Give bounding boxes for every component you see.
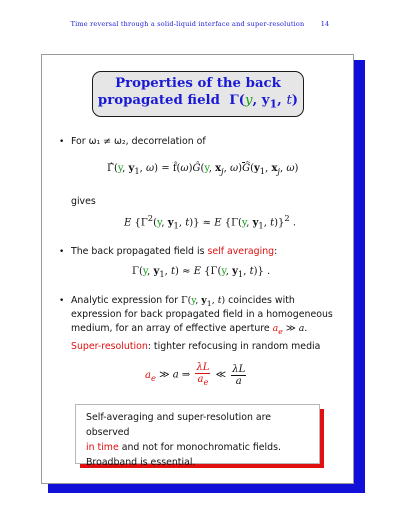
fraction-lambda-l-over-a: $\frac{\lambda L}{a}$ [232, 363, 246, 387]
bullet-2-prefix: The back propagated field is [71, 246, 208, 257]
page-header [0, 20, 400, 28]
title-formula: Γ(y, $y_1$, t) [224, 93, 299, 111]
slide [41, 54, 354, 484]
bullet-3-line-3-text: medium, for an array of effective aperture [71, 323, 270, 334]
header-title: Time reversal through a solid-liquid interface and super-resolution [70, 20, 305, 28]
bullet-1-marker: • [59, 137, 65, 147]
formula-resolution: $a_e$ ≫ a ⇒ $\frac{\lambda L}{a_e}$ ≪ $\frac{\lambda L}{a}$ [145, 362, 246, 387]
note-line-3: Broadband is essential. [86, 457, 196, 468]
bullet-3-prefix: Analytic expression for [71, 295, 179, 306]
in-time-highlight: in time [86, 442, 119, 453]
formula-gamma-hat: Γ̂(y, $y_1$, ω) = f̂(ω)Ĝ(y, $x_j$, $\omega)\overline{Ĝ}(y_1$, $x_j$, ω) [107, 163, 299, 176]
self-averaging-highlight: self averaging [207, 246, 275, 257]
title-line-1: Properties of the back [115, 76, 281, 92]
note-line-2 [86, 440, 309, 455]
bullet-1-text: For ω₁ ≠ ω₂, decorrelation of [71, 136, 206, 147]
gives-text: gives [71, 196, 96, 207]
super-resolution-text: : tighter refocusing in random media [147, 341, 321, 352]
aperture-formula: $a_e$ ≫ a. [272, 323, 308, 336]
title-line-2 [98, 92, 298, 113]
page-number: 14 [320, 20, 330, 28]
note-line-1: Self-averaging and super-resolution are observed [86, 412, 272, 438]
bullet-2-text: The back propagated field is self averaging: [71, 246, 278, 257]
bullet-3-line-3 [71, 322, 307, 339]
bullet-3-suffix: coincides with [228, 295, 295, 306]
note-box [75, 404, 320, 468]
super-resolution-line [71, 340, 320, 354]
bullet-3-marker: • [59, 296, 65, 306]
fraction-lambda-l-over-ae: $\frac{\lambda L}{a_e}$ [196, 362, 210, 387]
title-line-2-text: propagated field [97, 93, 220, 109]
super-resolution-label: Super-resolution [71, 341, 148, 352]
note-line-2-rest: and not for monochromatic fields. [118, 442, 281, 453]
bullet-3-line-2: expression for back propagated field in a homogeneous [71, 309, 333, 320]
slide-title [92, 71, 304, 117]
bullet-2-marker: • [59, 247, 65, 257]
formula-self-averaging: Γ(y, $y_1$, t) ≈ E {Γ(y, $y_1$, t)} . [132, 266, 271, 279]
formula-expectation-square: E {$\Gamma^2(y$, $y_1$, t)} ≈ E {Γ(y, $y_1$, t)}$^2$ . [124, 213, 297, 231]
bullet-3-formula: Γ(y, $y_1$, t) [181, 295, 226, 308]
